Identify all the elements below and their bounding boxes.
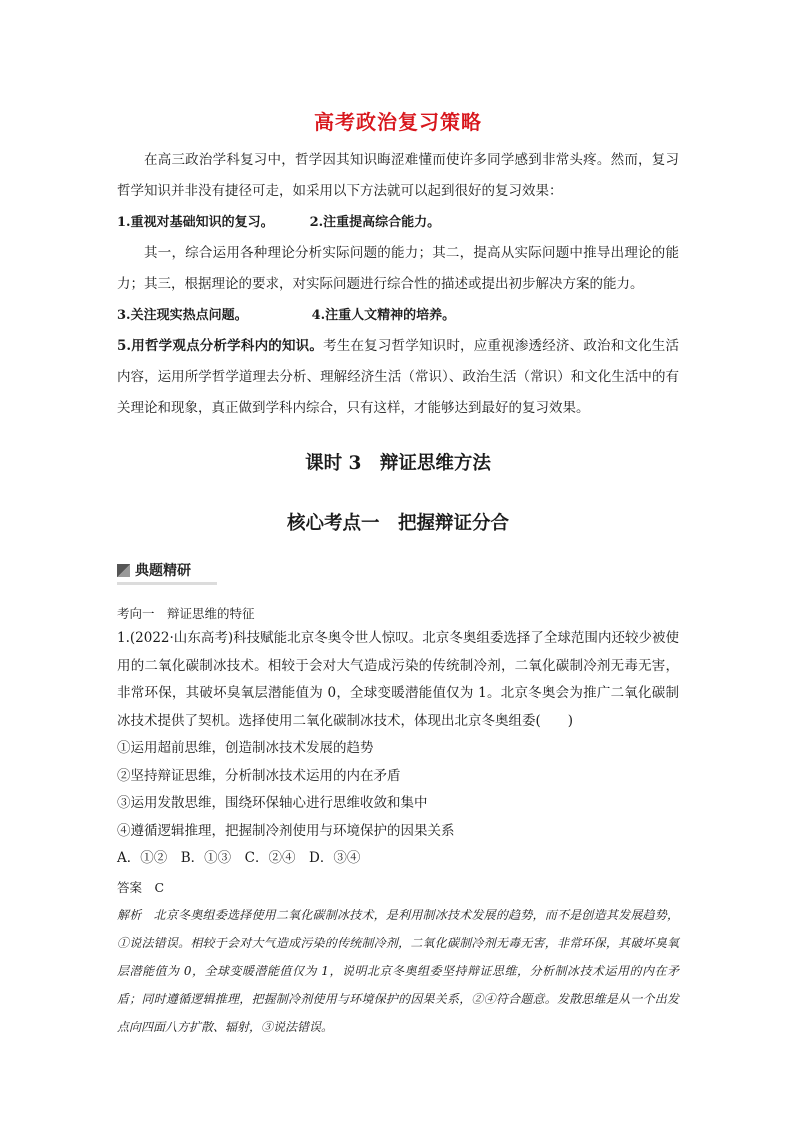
point-1: 1.重视对基础知识的复习。 xyxy=(117,215,274,230)
section-label: 典题精研 xyxy=(135,563,191,579)
answer: 答案 C xyxy=(117,879,165,895)
document-page xyxy=(117,98,679,1041)
page-title: 高考政治复习策略 xyxy=(314,110,482,134)
lesson-title: 课时 3 辩证思维方法 xyxy=(305,453,491,474)
option-3: ③运用发散思维，围绕环保轴心进行思维收敛和集中 xyxy=(117,795,428,811)
section-header xyxy=(117,560,217,585)
point-3: 3.关注现实热点问题。 xyxy=(117,308,248,323)
question-block xyxy=(117,625,679,873)
point-2: 2.注重提高综合能力。 xyxy=(309,215,441,230)
points-row-1 xyxy=(117,207,679,238)
question-stem: 1.(2022·山东高考)科技赋能北京冬奥令世人惊叹。北京冬奥组委选择了全球范围内还较少被使用的二氧化碳制冰技术。相较于会对大气造成污染的传统制冷剂，二氧化碳制冷剂无毒无害，非常环保，其破坏臭氧层潜能值为 0，全球变暖潜能值仅为 1。北京冬奥会为推广二氧化碳制冰技术提供了契机。选择使用二氧化碳制冰技术，体现出北京冬奥组委( ) xyxy=(117,630,679,729)
option-4: ④遵循逻辑推理，把握制冷剂使用与环境保护的因果关系 xyxy=(117,822,455,839)
point-4: 4.注重人文精神的培养。 xyxy=(311,308,456,323)
analysis: 解析 北京冬奥组委选择使用二氧化碳制冰技术，是利用制冰技术发展的趋势，而不是创造其发展趋势，①说法错误。相较于会对大气造成污染的传统制冷剂，二氧化碳制冷剂无毒无害，非常环保，其破坏臭氧层潜能值为 0，全球变暖潜能值仅为 1，说明北京冬奥组委坚持辩证思维，分析制冰技术运用的内在矛盾；同时遵循逻辑推理，把握制冷剂使用与环境保护的因果关系，②④符合题意。发散思维是从一个出发点向四面八方扩散、辐射，③说法错误。 xyxy=(117,907,679,1034)
points-row-2 xyxy=(117,300,679,331)
point-5-heading: 5.用哲学观点分析学科内的知识。 xyxy=(117,338,324,354)
answer-choices: A．①② B．①③ C．②④ D．③④ xyxy=(117,850,361,866)
point-5-paragraph xyxy=(117,331,679,424)
core-topic-title: 核心考点一 把握辩证分合 xyxy=(286,513,509,534)
section-square-icon xyxy=(117,564,130,577)
question-topic: 考向一 辩证思维的特征 xyxy=(117,606,255,621)
option-2: ②坚持辩证思维，分析制冰技术运用的内在矛盾 xyxy=(117,767,401,784)
point-5-text: 考生在复习哲学知识时，应重视渗透经济、政治和文化生活内容，运用所学哲学道理去分析、理解经济生活（常识）、政治生活（常识）和文化生活中的有关理论和现象，真正做到学科内综合，只有这样，才能够达到最好的复习效果。 xyxy=(117,338,680,416)
option-1: ①运用超前思维，创造制冰技术发展的趋势 xyxy=(117,740,374,756)
intro-paragraph: 在高三政治学科复习中，哲学因其知识晦涩难懂而使许多同学感到非常头疼。然而，复习哲学知识并非没有捷径可走，如采用以下方法就可以起到很好的复习效果： xyxy=(117,152,679,199)
point-2-detail: 其一，综合运用各种理论分析实际问题的能力；其二，提高从实际问题中推导出理论的能力；其三，根据理论的要求，对实际问题进行综合性的描述或提出初步解决方案的能力。 xyxy=(117,245,679,292)
